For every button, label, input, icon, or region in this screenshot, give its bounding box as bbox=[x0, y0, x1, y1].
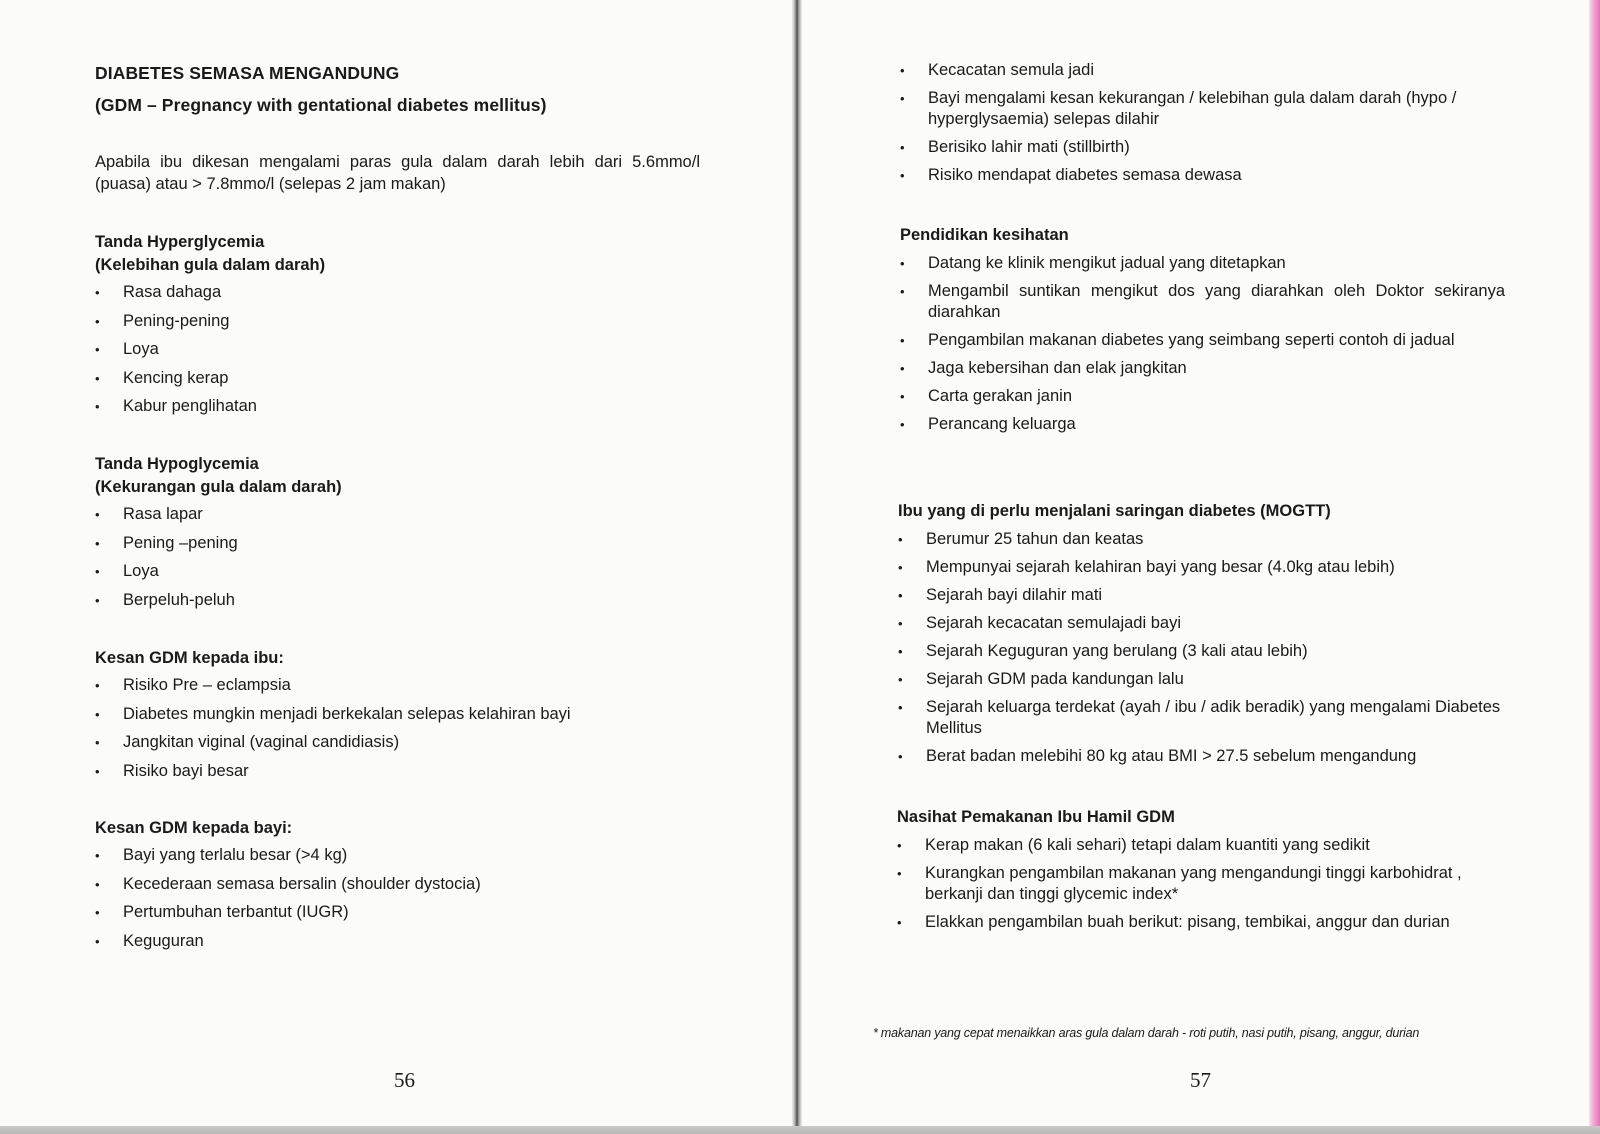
hypoglycemia-heading: Tanda Hypoglycemia bbox=[95, 455, 259, 473]
list-item: • Kabur penglihatan bbox=[95, 396, 715, 417]
list-item: • Kerap makan (6 kali sehari) tetapi dalam kuantiti yang sedikit bbox=[897, 835, 1487, 856]
hyperglycemia-list bbox=[95, 282, 715, 425]
page-title: DIABETES SEMASA MENGANDUNG bbox=[95, 63, 400, 83]
list-item: • Pengambilan makanan diabetes yang seimbang seperti contoh di jadual bbox=[900, 330, 1505, 351]
list-item: • Rasa dahaga bbox=[95, 282, 715, 303]
pendidikan-list bbox=[900, 253, 1505, 442]
list-item: • Kurangkan pengambilan makanan yang mengandungi tinggi karbohidrat , berkanji dan tinggi glycemic index* bbox=[897, 863, 1487, 905]
list-item: • Sejarah bayi dilahir mati bbox=[898, 585, 1508, 606]
pendidikan-heading: Pendidikan kesihatan bbox=[900, 226, 1069, 244]
list-item: • Carta gerakan janin bbox=[900, 386, 1505, 407]
page-bottom-shadow bbox=[0, 1126, 1600, 1134]
list-item: • Berumur 25 tahun dan keatas bbox=[898, 529, 1508, 550]
hyperglycemia-subheading: (Kelebihan gula dalam darah) bbox=[95, 256, 326, 274]
intro-paragraph: Apabila ibu dikesan mengalami paras gula dalam darah lebih dari 5.6mmo/l (puasa) atau > 7.8mmo/l (selepas 2 jam makan) bbox=[95, 153, 700, 193]
nasihat-heading: Nasihat Pemakanan Ibu Hamil GDM bbox=[897, 808, 1175, 826]
list-item: • Berisiko lahir mati (stillbirth) bbox=[900, 137, 1500, 158]
kesan-bayi-list bbox=[95, 845, 745, 959]
list-item: • Jangkitan viginal (vaginal candidiasis) bbox=[95, 732, 745, 753]
list-item: • Perancang keluarga bbox=[900, 414, 1505, 435]
footnote: * makanan yang cepat menaikkan aras gula dalam darah - roti putih, nasi putih, pisang, anggur, durian bbox=[873, 1026, 1420, 1040]
list-item: • Mempunyai sejarah kelahiran bayi yang besar (4.0kg atau lebih) bbox=[898, 557, 1508, 578]
list-item: • Sejarah GDM pada kandungan lalu bbox=[898, 669, 1508, 690]
pink-cover-edge bbox=[1589, 0, 1600, 1134]
list-item: • Keguguran bbox=[95, 931, 745, 952]
list-item: • Jaga kebersihan dan elak jangkitan bbox=[900, 358, 1505, 379]
list-item: • Sejarah Keguguran yang berulang (3 kali atau lebih) bbox=[898, 641, 1508, 662]
kesan-ibu-heading: Kesan GDM kepada ibu: bbox=[95, 649, 284, 667]
list-item: • Bayi mengalami kesan kekurangan / kelebihan gula dalam darah (hypo / hyperglysaemia) selepas dilahir bbox=[900, 88, 1500, 130]
hyperglycemia-heading: Tanda Hyperglycemia bbox=[95, 233, 265, 251]
list-item: • Sejarah kecacatan semulajadi bayi bbox=[898, 613, 1508, 634]
saringan-list bbox=[898, 529, 1508, 774]
continued-effects-list bbox=[900, 60, 1500, 193]
list-item: • Kecederaan semasa bersalin (shoulder dystocia) bbox=[95, 874, 745, 895]
kesan-ibu-list bbox=[95, 675, 745, 789]
kesan-bayi-heading: Kesan GDM kepada bayi: bbox=[95, 819, 293, 837]
list-item: • Datang ke klinik mengikut jadual yang ditetapkan bbox=[900, 253, 1505, 274]
list-item: • Kecacatan semula jadi bbox=[900, 60, 1500, 81]
hypoglycemia-list bbox=[95, 504, 715, 618]
left-page bbox=[0, 0, 795, 1128]
page-subtitle: (GDM – Pregnancy with gentational diabetes mellitus) bbox=[95, 95, 547, 115]
right-page bbox=[800, 0, 1589, 1128]
list-item: • Loya bbox=[95, 339, 715, 360]
list-item: • Sejarah keluarga terdekat (ayah / ibu / adik beradik) yang mengalami Diabetes Mellitus bbox=[898, 697, 1508, 739]
list-item: • Elakkan pengambilan buah berikut: pisang, tembikai, anggur dan durian bbox=[897, 912, 1487, 933]
list-item: • Risiko mendapat diabetes semasa dewasa bbox=[900, 165, 1500, 186]
list-item: • Berat badan melebihi 80 kg atau BMI > 27.5 sebelum mengandung bbox=[898, 746, 1508, 767]
list-item: • Loya bbox=[95, 561, 715, 582]
nasihat-list bbox=[897, 835, 1487, 940]
list-item: • Risiko bayi besar bbox=[95, 761, 745, 782]
list-item: • Mengambil suntikan mengikut dos yang diarahkan oleh Doktor sekiranya diarahkan bbox=[900, 281, 1505, 323]
list-item: • Kencing kerap bbox=[95, 368, 715, 389]
list-item: • Pertumbuhan terbantut (IUGR) bbox=[95, 902, 745, 923]
list-item: • Risiko Pre – eclampsia bbox=[95, 675, 745, 696]
saringan-heading: Ibu yang di perlu menjalani saringan diabetes (MOGTT) bbox=[898, 502, 1331, 520]
list-item: • Pening –pening bbox=[95, 533, 715, 554]
list-item: • Rasa lapar bbox=[95, 504, 715, 525]
list-item: • Bayi yang terlalu besar (>4 kg) bbox=[95, 845, 745, 866]
page-number: 56 bbox=[394, 1068, 415, 1092]
book-spine bbox=[792, 0, 802, 1134]
page-number: 57 bbox=[1190, 1068, 1211, 1092]
list-item: • Pening-pening bbox=[95, 311, 715, 332]
list-item: • Diabetes mungkin menjadi berkekalan selepas kelahiran bayi bbox=[95, 704, 745, 725]
list-item: • Berpeluh-peluh bbox=[95, 590, 715, 611]
hypoglycemia-subheading: (Kekurangan gula dalam darah) bbox=[95, 478, 342, 496]
